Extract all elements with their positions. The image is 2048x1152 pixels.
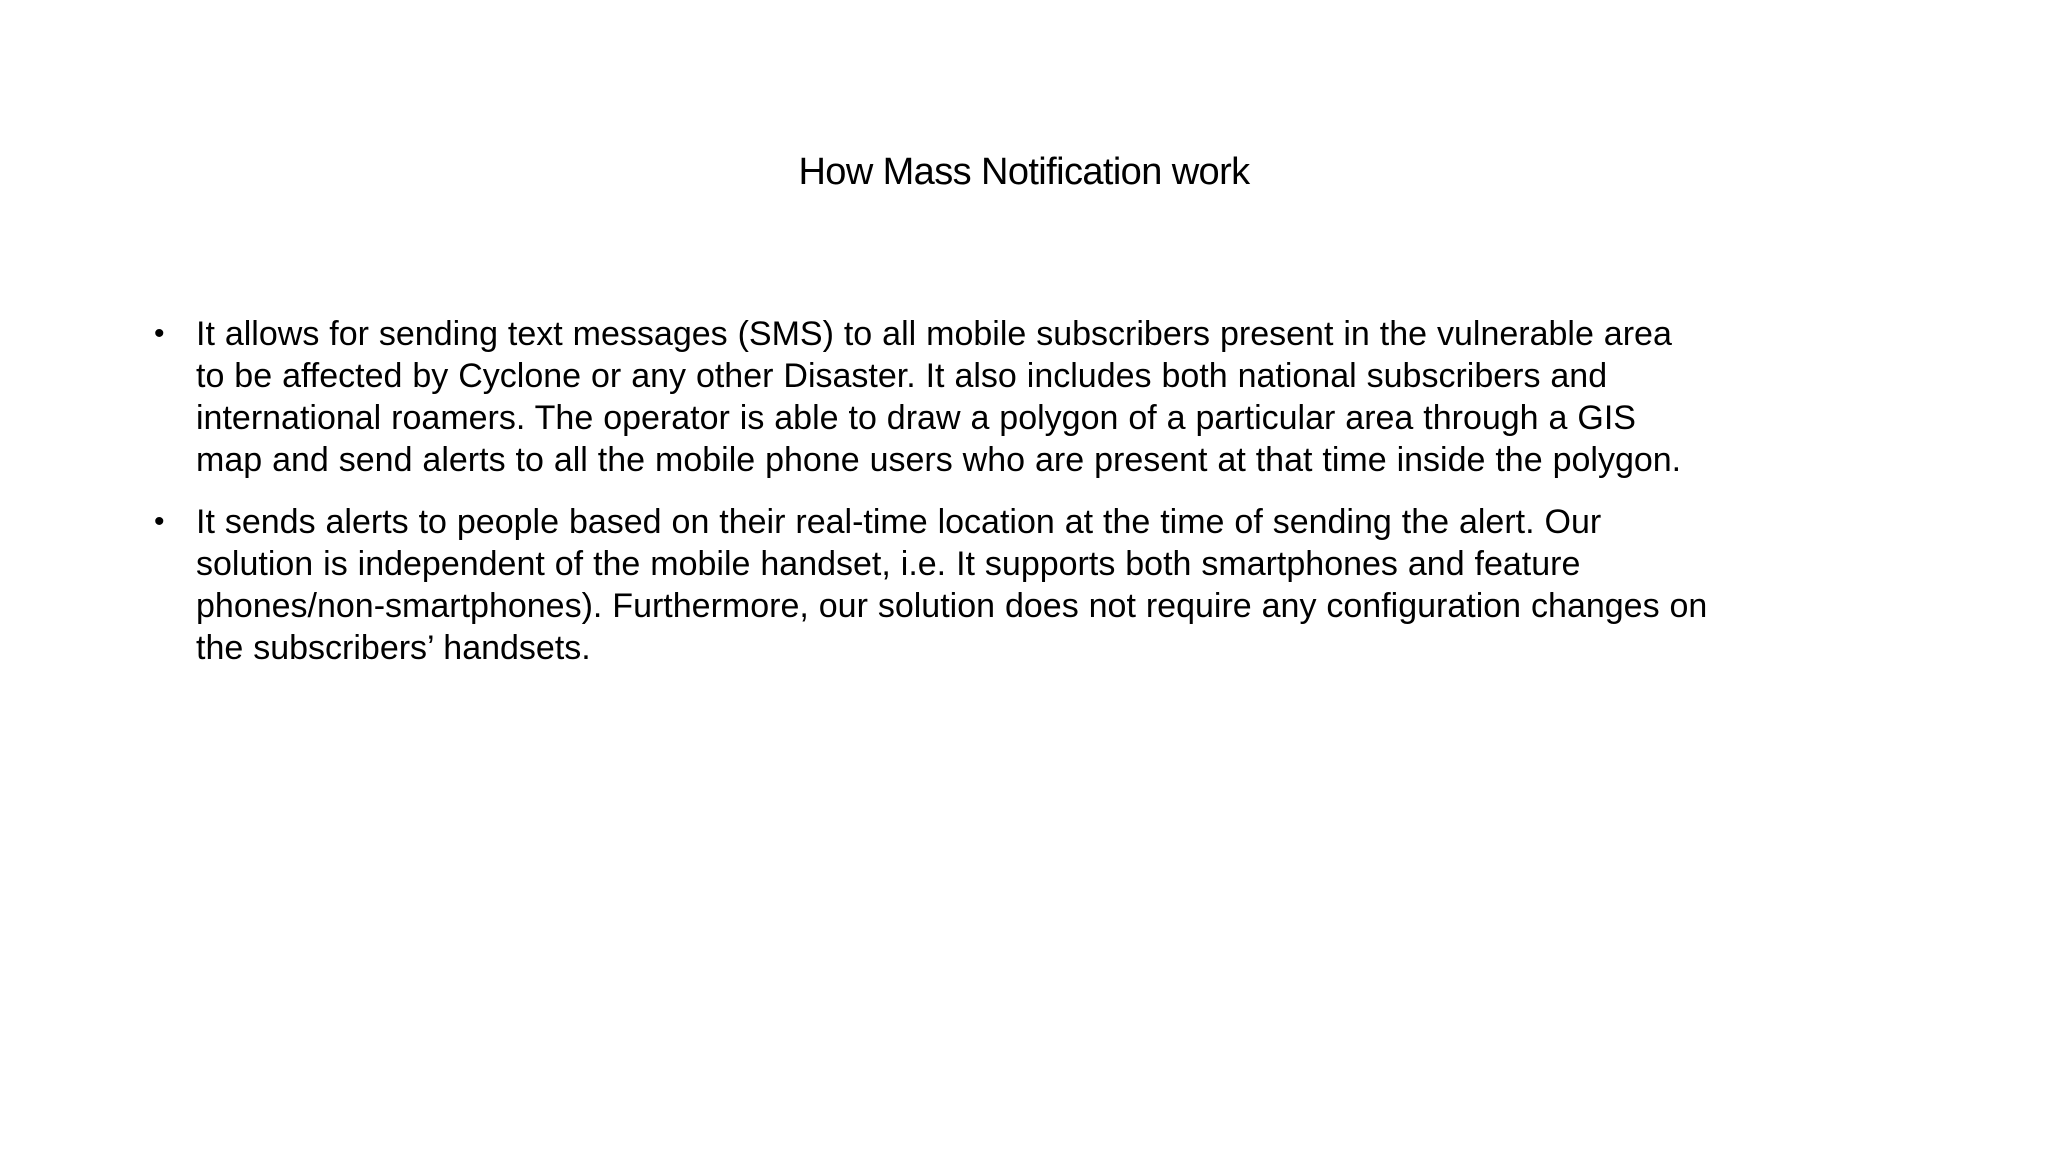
slide-title: How Mass Notification work: [798, 151, 1250, 193]
bullet-marker: •: [154, 317, 165, 350]
bullet-item: [150, 501, 1710, 669]
bullet-text: It sends alerts to people based on their real-time location at the time of sending the alert. Our solution is independent of the mobile handset, i.e. It supports both smartphones and feature phones/non-smartphones). Furthermore, our solution does not require any configuration changes on the subscribers’ handsets.: [196, 503, 1708, 667]
bullet-item: [150, 313, 1710, 481]
bullet-text: It allows for sending text messages (SMS) to all mobile subscribers present in the vulnerable area to be affected by Cyclone or any other Disaster. It also includes both national subscribers and international roamers. The operator is able to draw a polygon of a particular area through a GIS map and send alerts to all the mobile phone users who are present at that time inside the polygon.: [196, 315, 1682, 479]
bullet-marker: •: [154, 505, 165, 538]
bullet-list: [150, 313, 1710, 689]
